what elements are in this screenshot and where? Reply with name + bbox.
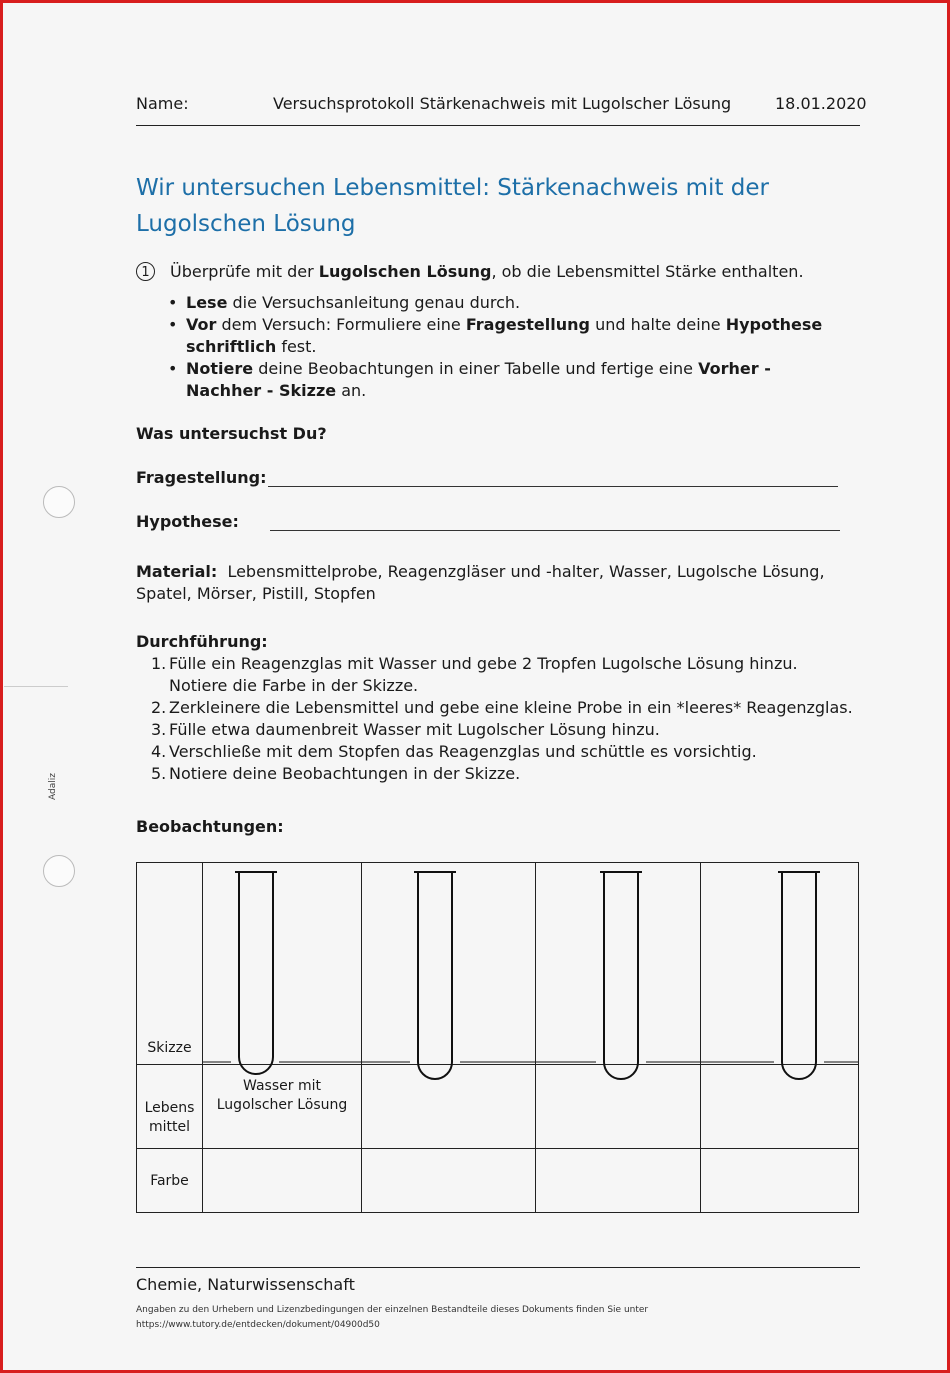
task-bullets [168, 292, 848, 402]
row-label-cell [137, 1149, 203, 1213]
food-cell[interactable] [362, 1065, 536, 1149]
test-tube-icon [536, 871, 700, 1091]
punch-hole-top [43, 486, 75, 518]
procedure-label: Durchführung: [136, 632, 268, 651]
row-label-cell [137, 863, 203, 1065]
bullet-item: • Vor dem Versuch: Formuliere eine Fragestellung und halte deine Hypothese schriftlich fest. [168, 314, 848, 358]
footer-subject: Chemie, Naturwissenschaft [136, 1275, 355, 1294]
table-row [137, 1065, 859, 1149]
footer-note [136, 1303, 648, 1333]
question-label: Fragestellung: [136, 468, 267, 487]
sketch-cell[interactable] [536, 863, 701, 1065]
bullet-item: • Lese die Versuchsanleitung genau durch. [168, 292, 848, 314]
observations-label: Beobachtungen: [136, 817, 284, 836]
material-paragraph: Material: Lebensmittelprobe, Reagenzgläser und -halter, Wasser, Lugolsche Lösung, Spatel, Mörser, Pistill, Stopfen [136, 562, 825, 603]
document-link[interactable]: https://www.tutory.de/entdecken/dokument/04900d50 [136, 1320, 380, 1330]
fold-mark [4, 686, 68, 687]
footer-rule [136, 1267, 860, 1268]
first-food-label: Wasser mit Lugolscher Lösung [216, 1077, 348, 1113]
side-label: Adaliz [48, 773, 58, 800]
procedure-step: 3. Fülle etwa daumenbreit Wasser mit Lugolscher Lösung hinzu. [151, 720, 660, 739]
table-row [137, 863, 859, 1065]
row-label-color: Farbe [150, 1172, 189, 1189]
task-intro: Überprüfe mit der Lugolschen Lösung, ob die Lebensmittel Stärke enthalten. [170, 262, 804, 281]
question-answer-line[interactable] [268, 486, 838, 487]
row-label-food: Lebens mittel [144, 1099, 195, 1135]
test-tube-icon [362, 871, 535, 1091]
color-cell[interactable] [536, 1149, 701, 1213]
procedure-step: 5. Notiere deine Beobachtungen in der Skizze. [151, 764, 521, 783]
food-cell[interactable] [536, 1065, 701, 1149]
food-cell [203, 1065, 362, 1149]
sketch-cell[interactable] [362, 863, 536, 1065]
punch-hole-bottom [43, 855, 75, 887]
sketch-cell[interactable] [701, 863, 859, 1065]
row-label-sketch: Skizze [147, 1040, 192, 1056]
procedure-step: 4. Verschließe mit dem Stopfen das Reagenzglas und schüttle es vorsichtig. [151, 742, 757, 761]
what-label: Was untersuchst Du? [136, 424, 327, 443]
hypothesis-answer-line[interactable] [270, 530, 840, 531]
color-cell[interactable] [701, 1149, 859, 1213]
sketch-cell[interactable] [203, 863, 362, 1065]
title-line-2: Lugolschen Lösung [136, 211, 356, 237]
color-cell[interactable] [362, 1149, 536, 1213]
name-label: Name: [136, 94, 189, 113]
license-note: Angaben zu den Urhebern und Lizenzbedingungen der einzelnen Bestandteile dieses Dokuments finden Sie unter [136, 1305, 649, 1315]
title-line-1: Wir untersuchen Lebensmittel: Stärkenachweis mit der [136, 175, 769, 201]
page-title [136, 170, 836, 242]
table-row [137, 1149, 859, 1213]
header-rule [136, 125, 860, 126]
observation-table [136, 862, 859, 1213]
header-date: 18.01.2020 [775, 94, 867, 113]
test-tube-icon [203, 871, 361, 1091]
food-cell[interactable] [701, 1065, 859, 1149]
procedure-step: 2. Zerkleinere die Lebensmittel und gebe eine kleine Probe in ein *leeres* Reagenzglas. [151, 698, 853, 717]
hypothesis-label: Hypothese: [136, 512, 239, 531]
procedure-steps [136, 653, 856, 785]
procedure-step: 1. Fülle ein Reagenzglas mit Wasser und gebe 2 Tropfen Lugolsche Lösung hinzu. Notiere die Farbe in der Skizze. [151, 654, 798, 695]
color-cell[interactable] [203, 1149, 362, 1213]
row-label-cell [137, 1065, 203, 1149]
test-tube-icon [701, 871, 858, 1091]
bullet-item: • Notiere deine Beobachtungen in einer Tabelle und fertige eine Vorher - Nachher - Skizze an. [168, 358, 848, 402]
document-title: Versuchsprotokoll Stärkenachweis mit Lugolscher Lösung [273, 94, 732, 113]
task-number-badge: 1 [136, 262, 155, 281]
